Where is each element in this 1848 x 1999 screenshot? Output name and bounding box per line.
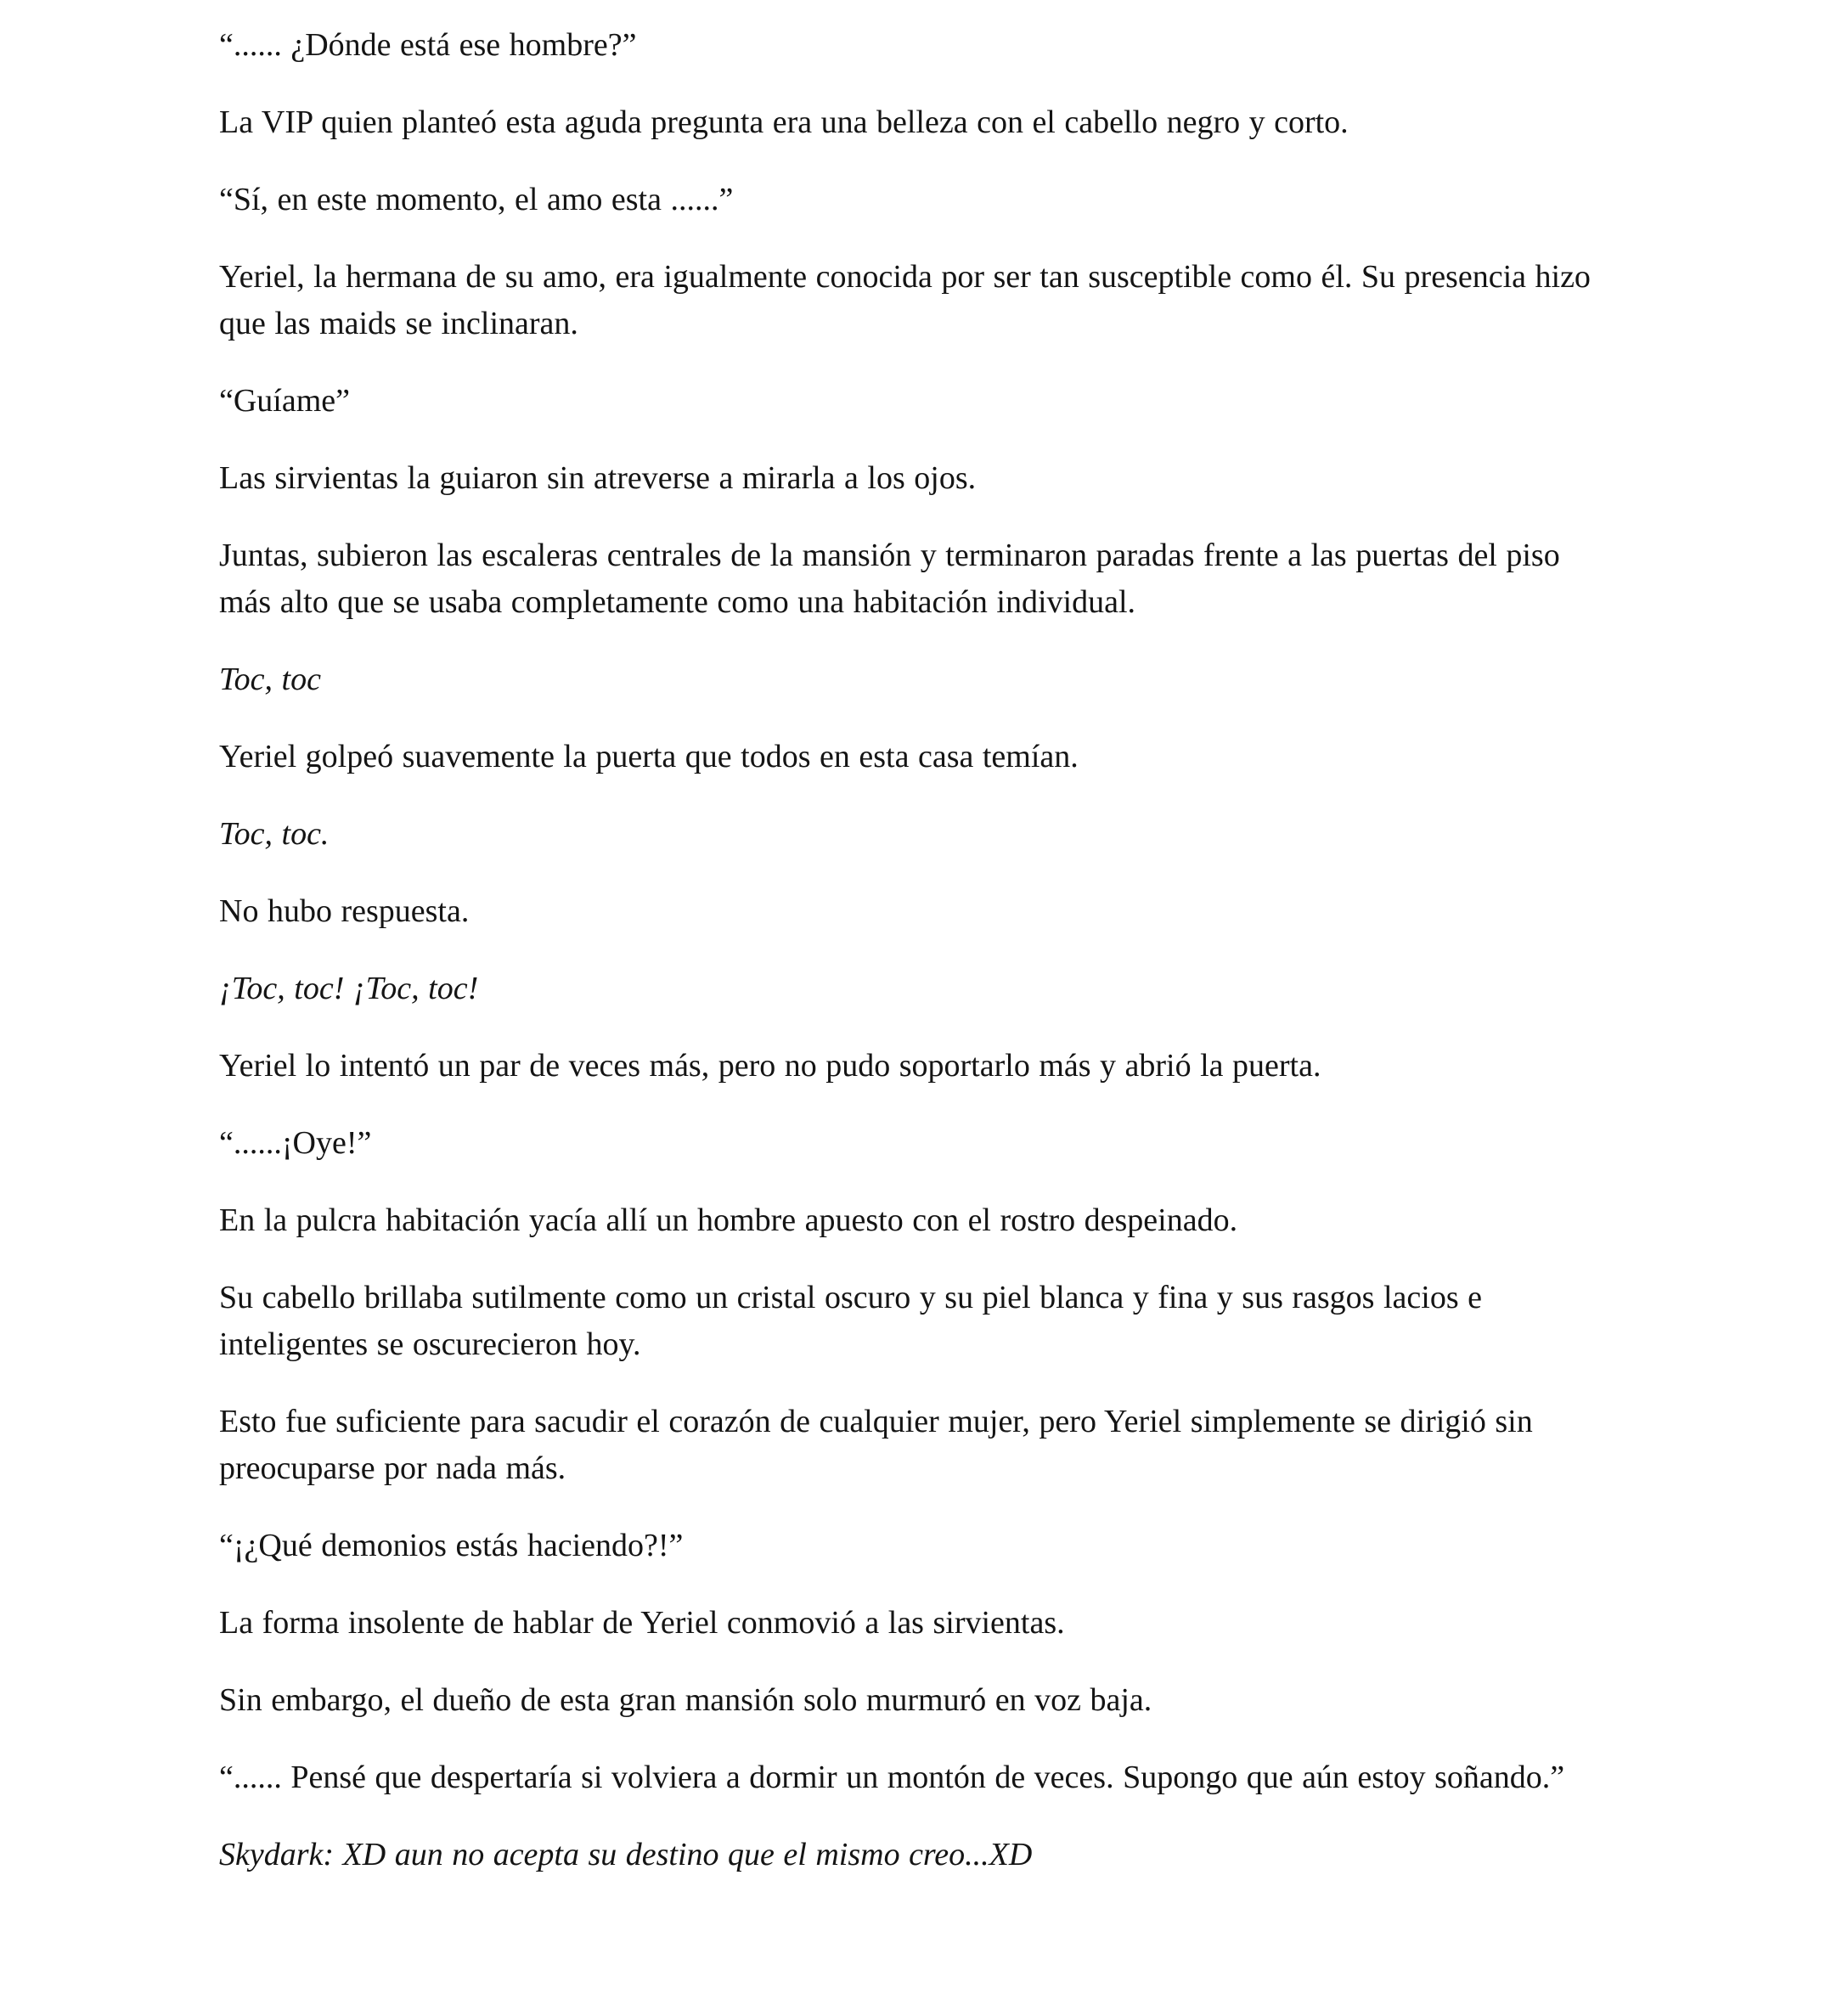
document-content — [219, 22, 1595, 1878]
paragraph: Yeriel lo intentó un par de veces más, pero no pudo soportarlo más y abrió la puerta. — [219, 1048, 1321, 1084]
paragraph: “...... Pensé que despertaría si volviera a dormir un montón de veces. Supongo que aún estoy soñando.” — [219, 1760, 1565, 1795]
paragraph-sfx: Toc, toc — [219, 662, 321, 697]
paragraph: Esto fue suficiente para sacudir el corazón de cualquier mujer, pero Yeriel simplemente se dirigió sin preocuparse por nada más. — [219, 1404, 1533, 1486]
paragraph: No hubo respuesta. — [219, 893, 470, 929]
paragraph: “......¡Oye!” — [219, 1125, 372, 1161]
paragraph: En la pulcra habitación yacía allí un hombre apuesto con el rostro despeinado. — [219, 1202, 1238, 1238]
paragraph: “Sí, en este momento, el amo esta ......” — [219, 182, 734, 217]
paragraph: Las sirvientas la guiaron sin atreverse a mirarla a los ojos. — [219, 460, 977, 496]
paragraph-sfx: ¡Toc, toc! ¡Toc, toc! — [219, 971, 479, 1006]
paragraph: “¡¿Qué demonios estás haciendo?!” — [219, 1528, 684, 1563]
paragraph: La VIP quien planteó esta aguda pregunta era una belleza con el cabello negro y corto. — [219, 104, 1349, 140]
paragraph: Yeriel golpeó suavemente la puerta que todos en esta casa temían. — [219, 739, 1079, 774]
paragraph-translator-note: Skydark: XD aun no acepta su destino que el mismo creo...XD — [219, 1837, 1033, 1872]
paragraph: La forma insolente de hablar de Yeriel conmovió a las sirvientas. — [219, 1605, 1065, 1641]
paragraph: “...... ¿Dónde está ese hombre?” — [219, 27, 637, 63]
paragraph: Juntas, subieron las escaleras centrales de la mansión y terminaron paradas frente a las puertas del piso más alto que se usaba completamente como una habitación individual. — [219, 538, 1560, 620]
paragraph: “Guíame” — [219, 383, 351, 419]
paragraph: Sin embargo, el dueño de esta gran mansión solo murmuró en voz baja. — [219, 1682, 1152, 1718]
paragraph: Yeriel, la hermana de su amo, era igualmente conocida por ser tan susceptible como él. Su presencia hizo que las maids se inclinaran. — [219, 259, 1591, 341]
paragraph-sfx: Toc, toc. — [219, 816, 330, 852]
paragraph: Su cabello brillaba sutilmente como un cristal oscuro y su piel blanca y fina y sus rasgos lacios e inteligentes se oscurecieron hoy. — [219, 1280, 1482, 1362]
